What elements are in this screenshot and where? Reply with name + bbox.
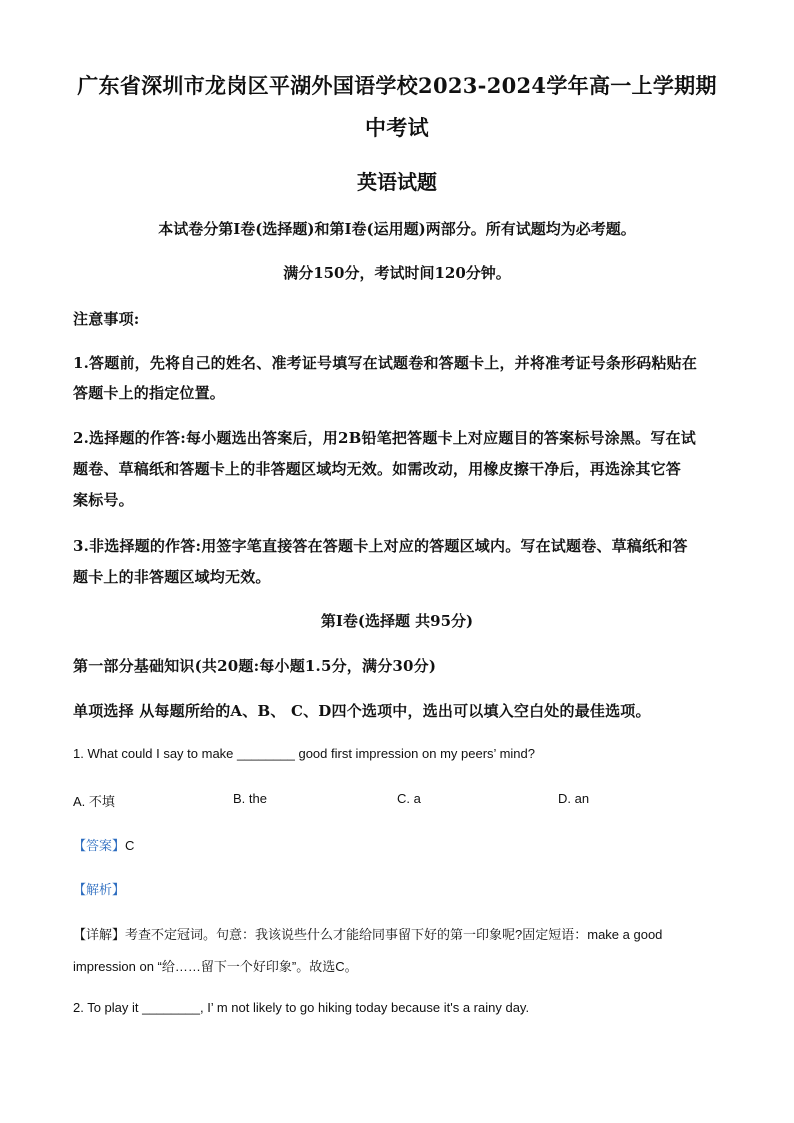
question-1-option-a: A. 不填: [73, 794, 115, 809]
exam-title-line2: 中考试: [365, 115, 429, 140]
note-3-line-1: 3.非选择题的作答:用签字笔直接答在答题卡上对应的答题区域内。写在试题卷、草稿纸和答: [73, 537, 688, 555]
question-2-stem: 2. To play it ________, I’ m not likely to go hiking today because it's a rainy day.: [73, 1000, 530, 1015]
answer-value: C: [125, 838, 135, 853]
question-1-option-c: C. a: [397, 791, 421, 806]
note-2-line-1: 2.选择题的作答:每小题选出答案后，用2B铅笔把答题卡上对应题目的答案标号涂黑。写在试: [73, 429, 696, 447]
answer-label: 【答案】: [73, 838, 126, 853]
note-2-line-2: 题卷、草稿纸和答题卡上的非答题区域均无效。如需改动，用橡皮擦干净后，再选涂其它答: [73, 460, 682, 478]
notes-heading: 注意事项:: [73, 310, 140, 328]
note-2-line-3: 案标号。: [73, 491, 134, 509]
section-instruction: 单项选择 从每题所给的A、B、 C、D四个选项中，选出可以填入空白处的最佳选项。: [73, 702, 651, 720]
question-1-detail-line-1: [73, 924, 662, 943]
note-1-line-1: 1.答题前，先将自己的姓名、准考证号填写在试题卷和答题卡上，并将准考证号条形码粘贴在: [73, 354, 698, 372]
volume-title: 第Ⅰ卷(选择题 共95分): [320, 612, 474, 630]
question-1-stem: 1. What could I say to make ________ good first impression on my peers’ mind?: [73, 746, 535, 761]
note-3-line-2: 题卡上的非答题区域均无效。: [73, 568, 271, 586]
question-1-answer: [73, 835, 134, 854]
detail-text-1: 考查不定冠词。句意：我该说些什么才能给同事留下好的第一印象呢?固定短语：make a good: [125, 927, 663, 942]
intro-line-2: 满分150分，考试时间120分钟。: [283, 264, 511, 282]
question-1-analysis-label: 【解析】: [73, 882, 126, 897]
question-1-detail-line-2: impression on “给……留下一个好印象”。故选C。: [73, 959, 358, 974]
detail-label: 【详解】: [73, 927, 126, 942]
subject-title: 英语试题: [357, 170, 437, 194]
part-1-heading: 第一部分基础知识(共20题:每小题1.5分，满分30分): [73, 657, 437, 675]
question-1-option-b: B. the: [233, 791, 267, 806]
question-1-option-d: D. an: [558, 791, 590, 806]
note-1-line-2: 答题卡上的指定位置。: [73, 384, 226, 402]
intro-line-1: 本试卷分第Ⅰ卷(选择题)和第Ⅰ卷(运用题)两部分。所有试题均为必考题。: [158, 220, 636, 238]
exam-title-line1: 广东省深圳市龙岗区平湖外国语学校2023-2024学年高一上学期期: [77, 73, 717, 98]
